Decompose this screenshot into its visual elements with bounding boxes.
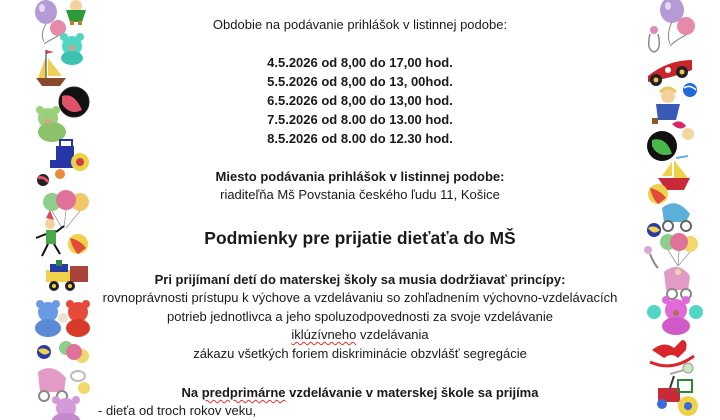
teddy-bear-icon bbox=[60, 33, 84, 65]
ball-icon bbox=[37, 174, 49, 186]
baby-pram-icon bbox=[664, 267, 691, 299]
doll-icon bbox=[66, 0, 86, 25]
beach-ball-icon bbox=[648, 184, 668, 204]
document-body bbox=[92, 0, 628, 420]
principle-item: rovnoprávnosti prístupu k výchove a vzdelávaniu so zohľadnením výchovno-vzdelávacích bbox=[102, 290, 618, 305]
preprimary-heading bbox=[92, 385, 628, 401]
period-intro: Obdobie na podávanie prihlášok v listinnej podobe: bbox=[212, 17, 508, 32]
date-item: 8.5.2026 od 8.00 do 12.30 hod. bbox=[267, 131, 453, 146]
teddy-bears-icon bbox=[35, 300, 90, 337]
toy-train-icon bbox=[46, 260, 88, 291]
sailboat-icon bbox=[36, 50, 66, 86]
admission-item: - dieťa od troch rokov veku, bbox=[98, 403, 257, 418]
principles-heading: Pri prijímaní detí do materskej školy sa musia dodržiavať princípy: bbox=[154, 272, 566, 287]
pacifier-icon bbox=[672, 121, 694, 140]
teddy-bears-icon bbox=[647, 296, 703, 335]
teddy-bear-icon bbox=[36, 106, 66, 142]
baby-pram-icon bbox=[38, 368, 67, 401]
baby-pram-icon bbox=[662, 203, 691, 231]
rattle-icon bbox=[649, 26, 660, 52]
beach-ball-icon bbox=[647, 131, 677, 161]
ball-icon bbox=[647, 223, 661, 237]
place-heading: Miesto podávania prihlášok v listinnej podobe: bbox=[215, 169, 505, 184]
beach-ball-icon bbox=[68, 234, 88, 254]
preprimary-prefix: Na bbox=[181, 385, 202, 400]
left-decorative-border bbox=[0, 0, 92, 420]
principle-item-rest: vzdelávania bbox=[360, 327, 429, 342]
ball-icon bbox=[683, 83, 697, 97]
misspelled-word: iklúzívneho bbox=[291, 327, 357, 342]
place-value: riaditeľňa Mš Povstania českého ľudu 11, Košice bbox=[220, 187, 500, 202]
doll-icon bbox=[652, 88, 680, 124]
principle-item: zákazu všetkých foriem diskriminácie obzvlášť segregácie bbox=[193, 346, 527, 361]
ball-icon bbox=[37, 345, 51, 359]
toys-border-left-icon bbox=[0, 0, 92, 420]
beach-ball-icon bbox=[59, 87, 89, 117]
conditions-title: Podmienky pre prijatie dieťaťa do MŠ bbox=[204, 228, 516, 248]
principle-item: potrieb jednotlivca a jeho spoluzodpovednosti za svoje vzdelávanie bbox=[167, 309, 553, 324]
rattle-icon bbox=[644, 246, 658, 268]
pacifier-icon bbox=[71, 371, 90, 394]
teddy-bear-icon bbox=[52, 396, 80, 420]
date-item: 4.5.2026 od 8,00 do 17,00 hod. bbox=[267, 55, 453, 70]
balloon-bunch-icon bbox=[59, 341, 89, 363]
preprimary-suffix: vzdelávanie v materskej škole sa prijíma bbox=[285, 385, 539, 400]
balloon-bunch-icon bbox=[660, 233, 698, 266]
balloon-icon bbox=[35, 0, 57, 24]
race-car-icon bbox=[648, 60, 692, 86]
date-item: 5.5.2026 od 8,00 do 13, 00hod. bbox=[267, 74, 453, 89]
date-item: 6.5.2026 od 8,00 do 13,00 hod. bbox=[267, 93, 453, 108]
date-item: 7.5.2026 od 8.00 do 13.00 hod. bbox=[267, 112, 453, 127]
tractor-icon bbox=[50, 140, 89, 179]
clown-icon bbox=[36, 210, 64, 256]
misspelled-word: predprimárne bbox=[201, 385, 286, 400]
toys-border-right-icon bbox=[628, 0, 720, 420]
right-decorative-border bbox=[628, 0, 720, 420]
principle-item bbox=[92, 327, 628, 343]
rocking-horse-icon bbox=[650, 340, 694, 366]
sailboat-icon bbox=[658, 156, 690, 190]
tractor-icon bbox=[657, 376, 698, 416]
